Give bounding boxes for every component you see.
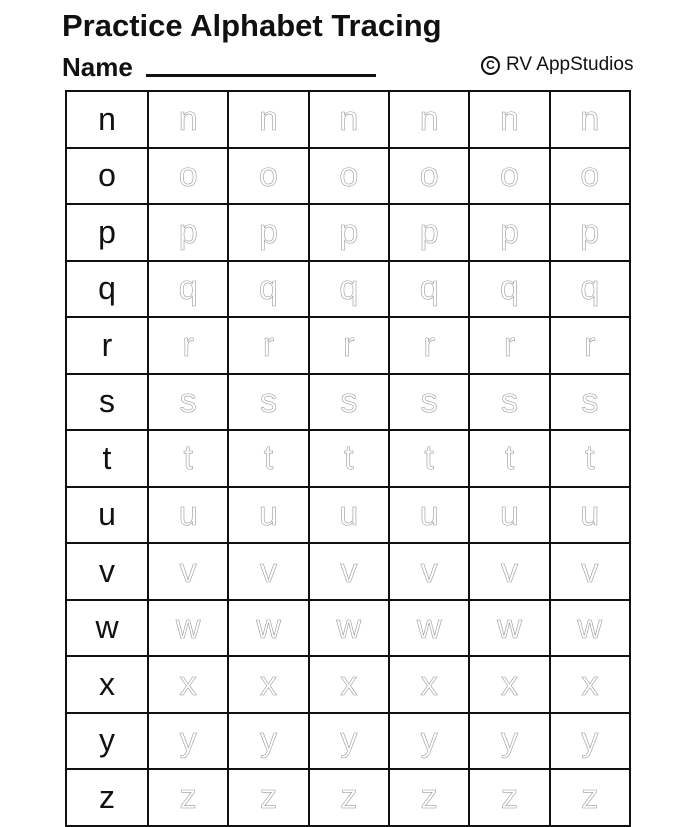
trace-letter-cell[interactable]: u <box>309 487 389 544</box>
model-letter: v <box>66 543 148 600</box>
model-letter: o <box>66 148 148 205</box>
tracing-row <box>66 656 630 713</box>
trace-letter-cell[interactable]: r <box>389 317 469 374</box>
tracing-row <box>66 430 630 487</box>
model-letter: n <box>66 91 148 148</box>
trace-letter-cell[interactable]: z <box>228 769 308 826</box>
trace-letter-cell[interactable]: v <box>550 543 630 600</box>
trace-letter-cell[interactable]: s <box>550 374 630 431</box>
trace-letter-cell[interactable]: w <box>228 600 308 657</box>
tracing-row <box>66 769 630 826</box>
trace-letter-cell[interactable]: o <box>469 148 549 205</box>
tracing-row <box>66 600 630 657</box>
trace-letter-cell[interactable]: z <box>469 769 549 826</box>
trace-letter-cell[interactable]: v <box>309 543 389 600</box>
trace-letter-cell[interactable]: t <box>469 430 549 487</box>
trace-letter-cell[interactable]: s <box>228 374 308 431</box>
trace-letter-cell[interactable]: x <box>550 656 630 713</box>
trace-letter-cell[interactable]: s <box>469 374 549 431</box>
trace-letter-cell[interactable]: r <box>228 317 308 374</box>
tracing-row <box>66 204 630 261</box>
trace-letter-cell[interactable]: v <box>148 543 228 600</box>
copyright-notice <box>481 54 633 76</box>
trace-letter-cell[interactable]: v <box>389 543 469 600</box>
model-letter: p <box>66 204 148 261</box>
trace-letter-cell[interactable]: p <box>148 204 228 261</box>
trace-letter-cell[interactable]: p <box>228 204 308 261</box>
name-blank-line[interactable] <box>146 74 376 77</box>
trace-letter-cell[interactable]: q <box>309 261 389 318</box>
trace-letter-cell[interactable]: p <box>309 204 389 261</box>
tracing-row <box>66 543 630 600</box>
trace-letter-cell[interactable]: r <box>469 317 549 374</box>
trace-letter-cell[interactable]: u <box>389 487 469 544</box>
copyright-text: RV AppStudios <box>506 54 634 75</box>
tracing-row <box>66 148 630 205</box>
trace-letter-cell[interactable]: p <box>469 204 549 261</box>
trace-letter-cell[interactable]: s <box>309 374 389 431</box>
trace-letter-cell[interactable]: t <box>228 430 308 487</box>
trace-letter-cell[interactable]: x <box>469 656 549 713</box>
model-letter: y <box>66 713 148 770</box>
model-letter: t <box>66 430 148 487</box>
trace-letter-cell[interactable]: n <box>228 91 308 148</box>
trace-letter-cell[interactable]: p <box>550 204 630 261</box>
trace-letter-cell[interactable]: n <box>309 91 389 148</box>
model-letter: q <box>66 261 148 318</box>
model-letter: s <box>66 374 148 431</box>
trace-letter-cell[interactable]: y <box>228 713 308 770</box>
trace-letter-cell[interactable]: n <box>148 91 228 148</box>
trace-letter-cell[interactable]: w <box>469 600 549 657</box>
trace-letter-cell[interactable]: x <box>228 656 308 713</box>
trace-letter-cell[interactable]: r <box>309 317 389 374</box>
model-letter: r <box>66 317 148 374</box>
trace-letter-cell[interactable]: r <box>148 317 228 374</box>
tracing-row <box>66 374 630 431</box>
trace-letter-cell[interactable]: q <box>469 261 549 318</box>
trace-letter-cell[interactable]: z <box>389 769 469 826</box>
worksheet-title: Practice Alphabet Tracing <box>62 8 442 43</box>
trace-letter-cell[interactable]: n <box>389 91 469 148</box>
trace-letter-cell[interactable]: z <box>148 769 228 826</box>
trace-letter-cell[interactable]: q <box>550 261 630 318</box>
trace-letter-cell[interactable]: o <box>148 148 228 205</box>
trace-letter-cell[interactable]: s <box>389 374 469 431</box>
tracing-row <box>66 261 630 318</box>
trace-letter-cell[interactable]: u <box>550 487 630 544</box>
trace-letter-cell[interactable]: q <box>389 261 469 318</box>
tracing-grid <box>65 90 631 827</box>
trace-letter-cell[interactable]: y <box>550 713 630 770</box>
copyright-icon: C <box>481 56 500 75</box>
trace-letter-cell[interactable]: t <box>148 430 228 487</box>
model-letter: x <box>66 656 148 713</box>
trace-letter-cell[interactable]: x <box>309 656 389 713</box>
trace-letter-cell[interactable]: w <box>309 600 389 657</box>
trace-letter-cell[interactable]: r <box>550 317 630 374</box>
trace-letter-cell[interactable]: o <box>309 148 389 205</box>
tracing-row <box>66 91 630 148</box>
trace-letter-cell[interactable]: y <box>469 713 549 770</box>
trace-letter-cell[interactable]: o <box>228 148 308 205</box>
trace-letter-cell[interactable]: z <box>550 769 630 826</box>
trace-letter-cell[interactable]: q <box>148 261 228 318</box>
trace-letter-cell[interactable]: y <box>148 713 228 770</box>
trace-letter-cell[interactable]: n <box>469 91 549 148</box>
model-letter: w <box>66 600 148 657</box>
trace-letter-cell[interactable]: w <box>550 600 630 657</box>
trace-letter-cell[interactable]: t <box>389 430 469 487</box>
trace-letter-cell[interactable]: x <box>389 656 469 713</box>
trace-letter-cell[interactable]: z <box>309 769 389 826</box>
trace-letter-cell[interactable]: w <box>389 600 469 657</box>
trace-letter-cell[interactable]: p <box>389 204 469 261</box>
trace-letter-cell[interactable]: o <box>389 148 469 205</box>
name-row <box>62 52 133 82</box>
trace-letter-cell[interactable]: v <box>469 543 549 600</box>
trace-letter-cell[interactable]: t <box>309 430 389 487</box>
tracing-row <box>66 317 630 374</box>
name-label: Name <box>62 52 133 82</box>
trace-letter-cell[interactable]: t <box>550 430 630 487</box>
trace-letter-cell[interactable]: q <box>228 261 308 318</box>
trace-letter-cell[interactable]: x <box>148 656 228 713</box>
trace-letter-cell[interactable]: n <box>550 91 630 148</box>
trace-letter-cell[interactable]: o <box>550 148 630 205</box>
trace-letter-cell[interactable]: s <box>148 374 228 431</box>
trace-letter-cell[interactable]: u <box>148 487 228 544</box>
trace-letter-cell[interactable]: w <box>148 600 228 657</box>
model-letter: u <box>66 487 148 544</box>
trace-letter-cell[interactable]: y <box>389 713 469 770</box>
model-letter: z <box>66 769 148 826</box>
trace-letter-cell[interactable]: y <box>309 713 389 770</box>
tracing-row <box>66 487 630 544</box>
tracing-row <box>66 713 630 770</box>
trace-letter-cell[interactable]: v <box>228 543 308 600</box>
trace-letter-cell[interactable]: u <box>228 487 308 544</box>
trace-letter-cell[interactable]: u <box>469 487 549 544</box>
